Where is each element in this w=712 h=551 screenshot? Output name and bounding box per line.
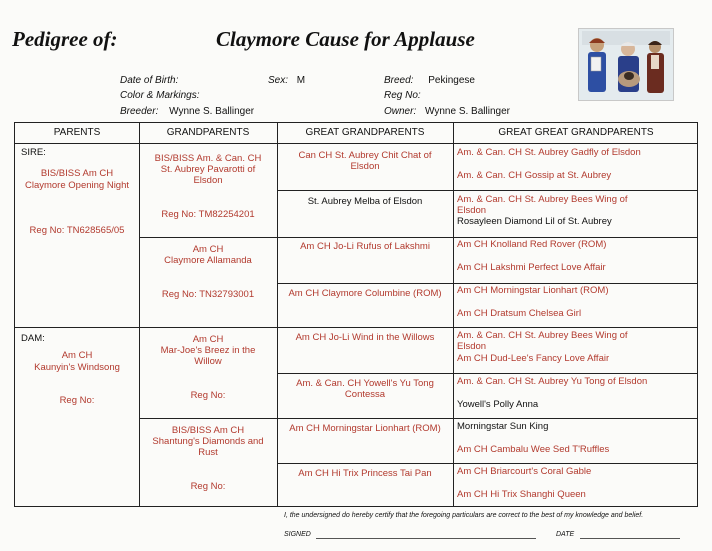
color-label: Color & Markings: [120, 90, 200, 101]
ggg-2a-cont: Elsdon [457, 205, 487, 216]
dam-title: Am CH [61, 350, 93, 361]
ggg-6b: Yowell's Polly Anna [457, 399, 539, 410]
ggg-7a: Morningstar Sun King [457, 421, 549, 432]
great-grandparent-4: Am CH Claymore Columbine (ROM) [288, 288, 442, 299]
column-header-grandparents: GRANDPARENTS [166, 127, 250, 138]
grandparent-1-name: St. Aubrey Pavarotti of [160, 164, 256, 175]
sire-title: BIS/BISS Am CH [40, 168, 114, 179]
color-row [120, 90, 199, 101]
sire-label: SIRE: [21, 147, 46, 158]
regno-row [384, 90, 421, 101]
owner-value: Wynne S. Ballinger [425, 106, 510, 117]
great-grandparent-6: Am. & Can. CH Yowell's Yu Tong [296, 378, 434, 389]
column-header-great-great-grandparents: GREAT GREAT GRANDPARENTS [498, 127, 654, 138]
dam-name: Kaunyin's Windsong [34, 362, 120, 373]
breed-label: Breed: [384, 75, 414, 86]
owner-row [384, 106, 510, 117]
grandparent-1-reg: Reg No: TM82254201 [161, 209, 255, 220]
dog-name-title: Claymore Cause for Applause [216, 27, 475, 51]
ggg-3b: Am CH Lakshmi Perfect Love Affair [457, 262, 606, 273]
great-grandparent-1: Can CH St. Aubrey Chit Chat of [298, 150, 432, 161]
grandparent-1-title: BIS/BISS Am. & Can. CH [154, 153, 262, 164]
grandparent-3-reg: Reg No: [190, 390, 226, 401]
signature-line[interactable] [316, 538, 536, 539]
grandparent-1-name-cont: Elsdon [193, 175, 223, 186]
great-grandparent-6-cont: Contessa [344, 389, 386, 400]
ggg-5a-cont: Elsdon [457, 341, 487, 352]
grandparent-4-title: BIS/BISS Am CH [171, 425, 245, 436]
grandparent-4-reg: Reg No: [190, 481, 226, 492]
great-grandparent-8: Am CH Hi Trix Princess Tai Pan [298, 468, 432, 479]
great-grandparent-5: Am CH Jo-Li Wind in the Willows [295, 332, 435, 343]
breed-row [384, 75, 475, 86]
regno-label: Reg No: [384, 90, 421, 101]
ggg-1b: Am. & Can. CH Gossip at St. Aubrey [457, 170, 612, 181]
grandparent-3-name: Mar-Joe's Breez in the [160, 345, 256, 356]
breeder-label: Breeder: [120, 106, 159, 117]
ggg-4b: Am CH Dratsum Chelsea Girl [457, 308, 582, 319]
great-grandparent-1-cont: Elsdon [350, 161, 380, 172]
photo-of-people-with-dog-icon [578, 28, 674, 101]
dam-label: DAM: [21, 333, 45, 344]
ggg-5b: Am CH Dud-Lee's Fancy Love Affair [457, 353, 610, 364]
great-grandparent-7: Am CH Morningstar Lionhart (ROM) [289, 423, 441, 434]
sex-label: Sex: [268, 75, 289, 86]
great-grandparent-3: Am CH Jo-Li Rufus of Lakshmi [300, 241, 430, 252]
sex-value: M [296, 75, 306, 86]
breeder-row [120, 106, 254, 117]
sire-reg: Reg No: TN628565/05 [29, 225, 125, 236]
great-grandparent-2: St. Aubrey Melba of Elsdon [307, 196, 423, 207]
breed-value: Pekingese [428, 75, 475, 86]
grandparent-4-name: Shantung's Diamonds and [152, 436, 264, 447]
ggg-6a: Am. & Can. CH St. Aubrey Yu Tong of Elsdon [457, 376, 648, 387]
grandparent-3-title: Am CH [192, 334, 224, 345]
ggg-1a: Am. & Can. CH St. Aubrey Gadfly of Elsdon [457, 147, 641, 158]
grandparent-3-name-cont: Willow [194, 356, 222, 367]
column-header-great-grandparents: GREAT GRANDPARENTS [305, 127, 425, 138]
ggg-7b: Am CH Cambalu Wee Sed T'Ruffles [457, 444, 610, 455]
ggg-3a: Am CH Knolland Red Rover (ROM) [457, 239, 607, 250]
grandparent-2-name: Claymore Allamanda [164, 255, 252, 266]
dob-row [120, 75, 178, 86]
dob-label: Date of Birth: [120, 75, 179, 86]
grandparent-2-reg: Reg No: TN32793001 [161, 289, 255, 300]
date-line[interactable] [580, 538, 680, 539]
ggg-8a: Am CH Briarcourt's Coral Gable [457, 466, 592, 477]
sire-name: Claymore Opening Night [24, 180, 130, 191]
sex-row [268, 75, 305, 86]
grandparent-2-title: Am CH [192, 244, 224, 255]
signed-label: SIGNED [284, 531, 311, 538]
dam-reg: Reg No: [59, 395, 95, 406]
ggg-8b: Am CH Hi Trix Shanghi Queen [457, 489, 586, 500]
grandparent-4-name-cont: Rust [198, 447, 218, 458]
ggg-2b: Rosayleen Diamond Lil of St. Aubrey [457, 216, 612, 227]
date-label: DATE [556, 531, 575, 538]
ggg-2a: Am. & Can. CH St. Aubrey Bees Wing of [457, 194, 628, 205]
pedigree-table [14, 122, 698, 507]
breeder-value: Wynne S. Ballinger [169, 106, 255, 117]
ggg-5a: Am. & Can. CH St. Aubrey Bees Wing of [457, 330, 628, 341]
pedigree-label: Pedigree of: [12, 27, 118, 51]
ggg-4a: Am CH Morningstar Lionhart (ROM) [457, 285, 609, 296]
owner-label: Owner: [384, 106, 417, 117]
certification-statement: I, the undersigned do hereby certify that the foregoing particulars are correct to the best of my knowledge and belief. [284, 512, 644, 519]
column-header-parents: PARENTS [53, 127, 101, 138]
